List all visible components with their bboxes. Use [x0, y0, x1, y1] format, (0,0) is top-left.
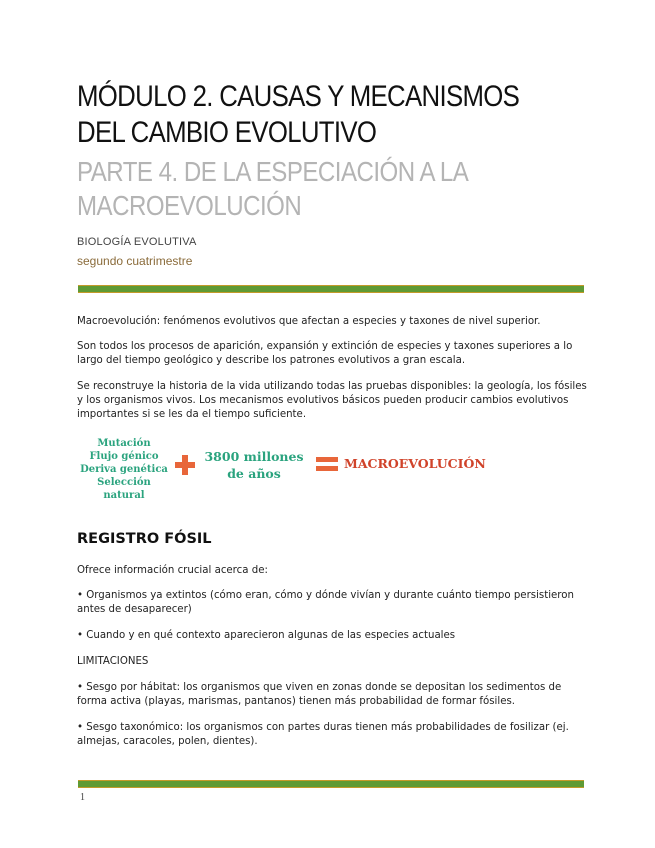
- time-line-2: de años: [227, 466, 281, 481]
- fossil-bullet-1: • Organismos ya extintos (cómo eran, cómo y dónde vivían y durante cuánto tiempo persistieron antes de desaparecer): [77, 590, 574, 615]
- subject-label: BIOLOGÍA EVOLUTIVA: [77, 236, 197, 248]
- term-label: segundo cuatrimestre: [77, 254, 193, 268]
- limitation-habitat: • Sesgo por hábitat: los organismos que viven en zonas donde se depositan los sedimentos de forma activa (playas, marismas, pantanos) tienen más probabilidad de formar fósiles.: [77, 682, 562, 707]
- header-divider: [78, 285, 584, 293]
- fossil-intro: Ofrece información crucial acerca de:: [77, 565, 268, 576]
- page-subtitle: PARTE 4. DE LA ESPECIACIÓN A LA MACROEVOLUCIÓN: [77, 156, 467, 221]
- limitation-taxonomic: • Sesgo taxonómico: los organismos con partes duras tienen más probabilidades de fosilizar (ej. almejas, caracoles, polen, dientes).: [77, 722, 569, 747]
- page-title: MÓDULO 2. CAUSAS Y MECANISMOS DEL CAMBIO EVOLUTIVO: [77, 80, 520, 149]
- intro-paragraph-1: Macroevolución: fenómenos evolutivos que afectan a especies y taxones de nivel superior.: [77, 316, 541, 327]
- page-number: 1: [80, 792, 85, 803]
- equation-mechanisms: [76, 437, 172, 502]
- time-line-1: 3800 millones: [204, 449, 304, 464]
- intro-paragraph-2: Son todos los procesos de aparición, expansión y extinción de especies y taxones superiores a lo largo del tiempo geológico y describe los patrones evolutivos a gran escala.: [77, 341, 573, 366]
- equals-icon: [316, 456, 338, 472]
- mechanism-selection: Selección natural: [97, 477, 151, 501]
- mechanism-gene-flow: Flujo génico: [89, 451, 159, 462]
- plus-icon: [175, 455, 195, 475]
- section-heading-fossil-record: REGISTRO FÓSIL: [77, 531, 212, 547]
- limitations-heading: LIMITACIONES: [77, 656, 149, 667]
- mechanism-mutation: Mutación: [97, 438, 151, 449]
- equation-time: [200, 448, 308, 482]
- intro-paragraph-3: Se reconstruye la historia de la vida utilizando todas las pruebas disponibles: la geología, los fósiles y los organismos vivos. Los mecanismos evolutivos básicos pueden producir cambios evolutivos importantes si se les da el tiempo suficiente.: [77, 381, 587, 420]
- fossil-bullet-2: • Cuando y en qué contexto aparecieron algunas de las especies actuales: [77, 630, 456, 641]
- footer-divider: [78, 780, 584, 788]
- mechanism-drift: Deriva genética: [80, 464, 168, 475]
- equation-result: MACROEVOLUCIÓN: [344, 456, 486, 471]
